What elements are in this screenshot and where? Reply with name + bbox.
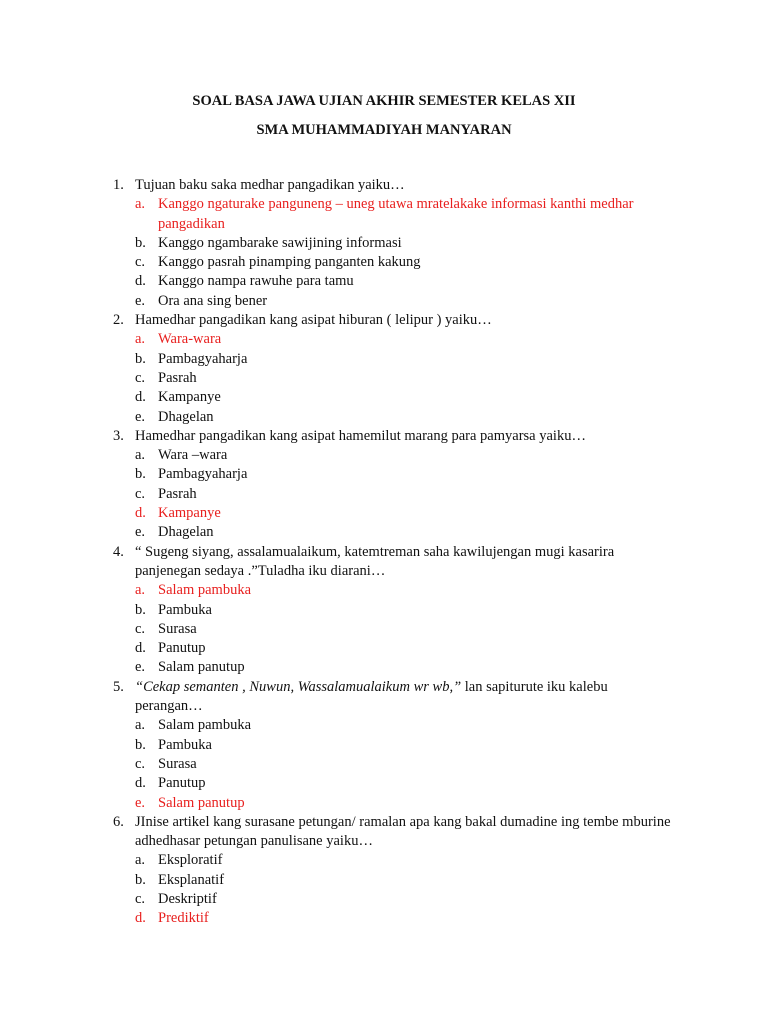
- question-item: [113, 543, 673, 678]
- option-text: Surasa: [158, 755, 197, 772]
- option-list: [135, 581, 673, 677]
- question-text: [135, 678, 673, 717]
- option-letter: d.: [135, 910, 146, 927]
- option-letter: b.: [135, 466, 146, 483]
- answer-option: [135, 851, 673, 870]
- option-letter: e.: [135, 408, 146, 425]
- option-text: Pambagyaharja: [158, 466, 248, 483]
- answer-option: [135, 736, 673, 755]
- option-text: Dhagelan: [158, 408, 214, 425]
- document-title: SOAL BASA JAWA UJIAN AKHIR SEMESTER KELAS XII: [192, 93, 576, 109]
- answer-option: [135, 350, 673, 369]
- question-prompt: “ Sugeng siyang, assalamualaikum, katemtreman saha kawilujengan mugi kasarira panjenegan sedaya .”Tuladha iku diarani…: [135, 543, 615, 579]
- option-letter: e.: [135, 794, 146, 811]
- answer-option: [135, 871, 673, 890]
- answer-option: [135, 658, 673, 677]
- option-text: Pasrah: [158, 369, 197, 386]
- option-letter: b.: [135, 736, 146, 753]
- question-prompt: Hamedhar pangadikan kang asipat hamemilut marang para pamyarsa yaiku…: [135, 427, 586, 444]
- answer-option: [135, 890, 673, 909]
- option-text: Kanggo ngambarake sawijining informasi: [158, 234, 402, 251]
- answer-option: [135, 292, 673, 311]
- option-text: Salam pambuka: [158, 717, 252, 734]
- option-text: Salam pambuka: [158, 582, 252, 599]
- question-text: [135, 176, 673, 195]
- answer-option-correct: [135, 504, 673, 523]
- question-number: 5.: [113, 678, 124, 695]
- option-list: [135, 195, 673, 311]
- option-text: Ora ana sing bener: [158, 292, 268, 309]
- option-letter: c.: [135, 755, 146, 772]
- option-letter: e.: [135, 659, 146, 676]
- answer-option: [135, 485, 673, 504]
- option-text: Wara –wara: [158, 447, 228, 464]
- question-number: 2.: [113, 312, 124, 329]
- answer-option: [135, 388, 673, 407]
- answer-option: [135, 272, 673, 291]
- option-letter: a.: [135, 717, 146, 734]
- option-list: [135, 446, 673, 542]
- option-letter: e.: [135, 524, 146, 541]
- question-text: [135, 813, 673, 852]
- option-text: Dhagelan: [158, 524, 214, 541]
- option-letter: a.: [135, 331, 146, 348]
- answer-option-correct: [135, 330, 673, 349]
- option-letter: b.: [135, 350, 146, 367]
- option-letter: b.: [135, 234, 146, 251]
- option-letter: c.: [135, 620, 146, 637]
- option-text: Kanggo ngaturake panguneng – uneg utawa mratelakake informasi kanthi medhar pangadikan: [158, 196, 634, 232]
- answer-option: [135, 253, 673, 272]
- option-text: Pambuka: [158, 736, 212, 753]
- option-letter: d.: [135, 775, 146, 792]
- answer-option-correct: [135, 581, 673, 600]
- option-text: Kanggo nampa rawuhe para tamu: [158, 273, 354, 290]
- option-list: [135, 716, 673, 812]
- question-list: [113, 176, 673, 929]
- answer-option: [135, 408, 673, 427]
- option-letter: e.: [135, 292, 146, 309]
- answer-option-correct: [135, 909, 673, 928]
- answer-option: [135, 465, 673, 484]
- school-name: SMA MUHAMMADIYAH MANYARAN: [256, 122, 512, 138]
- answer-option: [135, 446, 673, 465]
- answer-option: [135, 716, 673, 735]
- question-item: [113, 176, 673, 311]
- option-letter: a.: [135, 447, 146, 464]
- option-text: Deskriptif: [158, 890, 217, 907]
- option-list: [135, 851, 673, 928]
- option-letter: c.: [135, 890, 146, 907]
- option-letter: b.: [135, 601, 146, 618]
- question-prompt: JInise artikel kang surasane petungan/ ramalan apa kang bakal dumadine ing tembe mburine adhedhasar petungan panulisane yaiku…: [135, 813, 671, 850]
- option-text: Kampanye: [158, 389, 221, 406]
- option-letter: d.: [135, 389, 146, 406]
- answer-option: [135, 369, 673, 388]
- option-text: Eksploratif: [158, 852, 223, 869]
- question-item: [113, 311, 673, 427]
- option-text: Prediktif: [158, 910, 209, 927]
- question-number: 3.: [113, 427, 124, 444]
- question-item: [113, 678, 673, 813]
- answer-option: [135, 620, 673, 639]
- answer-option-correct: [135, 195, 673, 234]
- option-letter: a.: [135, 582, 146, 599]
- question-prompt: Hamedhar pangadikan kang asipat hiburan ( lelipur ) yaiku…: [135, 312, 492, 329]
- question-item: [113, 427, 673, 543]
- option-text: Surasa: [158, 620, 197, 637]
- option-letter: c.: [135, 254, 146, 271]
- option-text: Pambagyaharja: [158, 350, 248, 367]
- option-text: Panutup: [158, 775, 206, 792]
- option-text: Kampanye: [158, 505, 221, 522]
- answer-option: [135, 523, 673, 542]
- question-number: 1.: [113, 177, 124, 193]
- option-letter: d.: [135, 640, 146, 657]
- option-text: Eksplanatif: [158, 871, 225, 888]
- answer-option: [135, 601, 673, 620]
- option-letter: b.: [135, 871, 146, 888]
- option-text: Panutup: [158, 640, 206, 657]
- option-letter: c.: [135, 369, 146, 386]
- option-text: Pambuka: [158, 601, 212, 618]
- answer-option: [135, 234, 673, 253]
- question-item: [113, 813, 673, 929]
- option-letter: d.: [135, 273, 146, 290]
- option-letter: d.: [135, 505, 146, 522]
- question-quote: “Cekap semanten , Nuwun, Wassalamualaikum wr wb,”: [135, 678, 462, 695]
- question-prompt: Tujuan baku saka medhar pangadikan yaiku…: [135, 177, 405, 193]
- option-text: Salam panutup: [158, 659, 245, 676]
- question-number: 4.: [113, 543, 124, 560]
- question-prompt: lan sapiturute iku kalebu perangan…: [135, 678, 608, 715]
- answer-option-correct: [135, 794, 673, 813]
- option-letter: a.: [135, 852, 146, 869]
- answer-option: [135, 774, 673, 793]
- option-letter: a.: [135, 196, 146, 213]
- option-text: Kanggo pasrah pinamping panganten kakung: [158, 254, 421, 271]
- option-text: Salam panutup: [158, 794, 245, 811]
- option-list: [135, 330, 673, 426]
- option-text: Wara-wara: [158, 331, 222, 348]
- answer-option: [135, 755, 673, 774]
- question-number: 6.: [113, 813, 124, 830]
- question-text: [135, 543, 673, 582]
- option-letter: c.: [135, 485, 146, 502]
- question-text: [135, 311, 673, 330]
- option-text: Pasrah: [158, 485, 197, 502]
- question-text: [135, 427, 673, 446]
- answer-option: [135, 639, 673, 658]
